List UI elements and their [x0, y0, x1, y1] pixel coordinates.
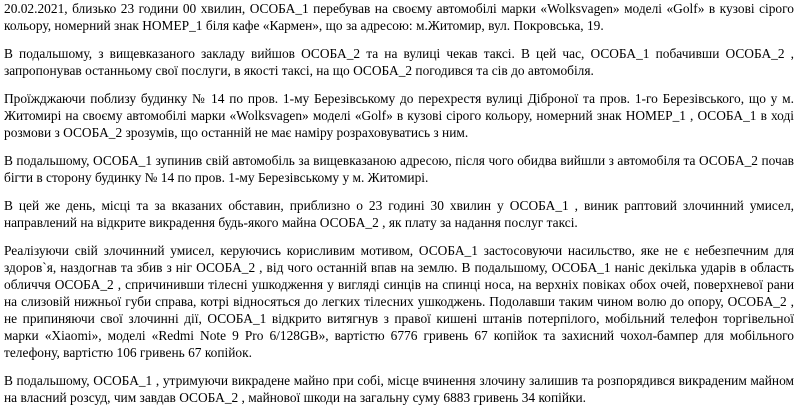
paragraph-damage: В подальшому, ОСОБА_1 , утримуючи викрадене майно при собі, місце вчинення злочину залишив та розпорядився викраденим майном на власний розсуд, чим завдав ОСОБА_2 , майнової шкоди на загальну суму 6883 гривень 34 копійки. — [4, 373, 794, 405]
paragraph-event-start: 20.02.2021, близько 23 години 00 хвилин, ОСОБА_1 перебував на своєму автомобілі марки «Wolksvagen» моделі «Golf» в кузові сірого кольору, номерний знак НОМЕР_1 біля кафе «Кармен», що за адресою: м.Житомир, вул. Покровська, 19. — [4, 1, 794, 33]
paragraph-intent: В цей же день, місці та за вказаних обставин, приблизно о 23 годині 30 хвилин у ОСОБА_1 , виник раптовий злочинний умисел, направлений на відкрите викрадення будь-якого майна ОСОБА_2 , як плату за надання послуг таксі. — [4, 198, 794, 230]
paragraph-robbery: Реалізуючи свій злочинний умисел, керуючись корисливим мотивом, ОСОБА_1 застосовуючи насильство, яке не є небезпечним для здоров`я, наздогнав та збив з ніг ОСОБА_2 , від чого останній впав на землю. В подальшому, ОСОБА_1 наніс декілька ударів в область обличчя ОСОБА_2 , спричинивши тілесні ушкодження у вигляді синців на спинці носа, на верхніх повіках обох очей, поверхневої рани на слизовій нижньої губи справа, котрі відносяться до легких тілесних ушкоджень. Подолавши таким чином волю до опору, ОСОБА_2 , не припиняючи свої злочинні дії, ОСОБА_1 відкрито витягнув з правої кишені штанів потерпілого, мобільний телефон торгівельної марки «Xiaomi», моделі «Redmi Note 9 Pro 6/128GB», вартістю 6776 гривень 67 копійок та захисний чохол-бампер для мобільного телефону, вартістю 106 гривень 67 копійок. — [4, 243, 794, 360]
paragraph-taxi-offer: В подальшому, з вищевказаного закладу вийшов ОСОБА_2 та на вулиці чекав таксі. В цей час, ОСОБА_1 побачивши ОСОБА_2 , запропонував останньому свої послуги, в якості таксі, на що ОСОБА_2 погодився та сів до автомобіля. — [4, 46, 794, 78]
paragraph-drive: Проїжджаючи поблизу будинку № 14 по пров. 1-му Березівському до перехрестя вулиці Діброної та пров. 1-го Березівського, що у м. Житомирі на своєму автомобілі марки «Wolksvagen» моделі «Golf» в кузові сірого кольору, номерний знак НОМЕР_1 , ОСОБА_1 в ході розмови з ОСОБА_2 зрозумів, що останній не має наміру розраховуватись з ним. — [4, 91, 794, 140]
paragraph-stop: В подальшому, ОСОБА_1 зупинив свій автомобіль за вищевказаною адресою, після чого обидва вийшли з автомобіля та ОСОБА_2 почав бігти в сторону будинку № 14 по пров. 1-му Березівському у м. Житомирі. — [4, 153, 794, 185]
